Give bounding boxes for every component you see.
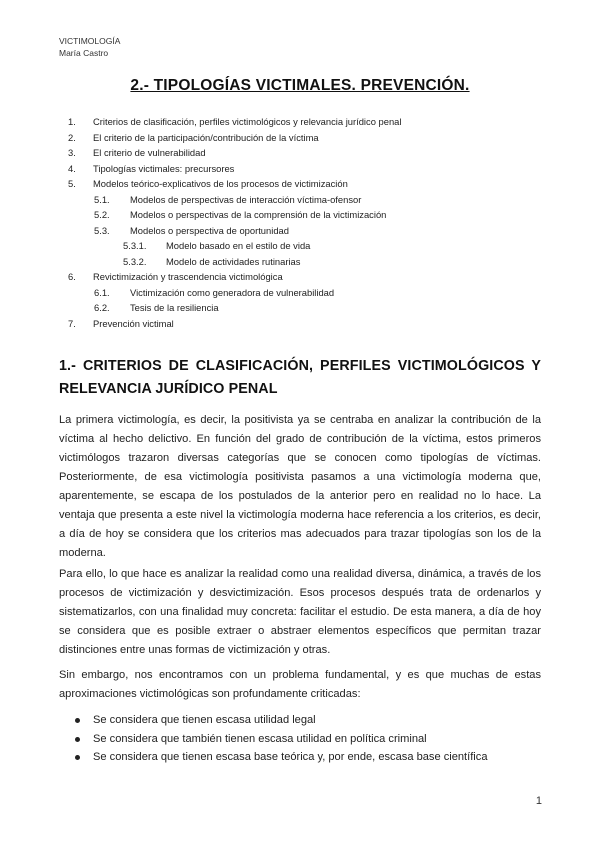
toc-item	[0, 316, 600, 332]
toc-item-text: Victimización como generadora de vulnerabilidad	[130, 286, 335, 298]
toc-item-text: El criterio de la participación/contribución de la víctima	[93, 131, 319, 143]
list-item-text: Se considera que tienen escasa utilidad legal	[93, 714, 316, 726]
toc-item-number: 2.	[68, 131, 76, 143]
toc-item-text: Modelo de actividades rutinarias	[166, 255, 301, 267]
page-title: 2.- TIPOLOGÍAS VICTIMALES. PREVENCIÓN.	[130, 77, 470, 94]
bullet-icon	[75, 737, 80, 742]
toc-item-number: 7.	[68, 317, 76, 329]
list-item	[75, 730, 545, 749]
list-item	[75, 748, 545, 767]
toc-item	[0, 269, 600, 285]
page-number: 1	[535, 795, 542, 807]
list-item-text: Se considera que tienen escasa base teórica y, por ende, escasa base científica	[93, 751, 488, 763]
toc-item-text: Revictimización y trascendencia victimológica	[93, 271, 283, 282]
toc-item	[0, 285, 600, 301]
document-header	[59, 35, 120, 59]
toc-item	[0, 114, 600, 130]
toc-item	[0, 161, 600, 177]
toc-item	[0, 238, 600, 254]
paragraph: Sin embargo, nos encontramos con un problema fundamental, y es que muchas de estas aproximaciones victimológicas son profundamente criticadas:	[59, 669, 541, 700]
toc-item-number: 5.	[68, 178, 76, 189]
table-of-contents	[0, 114, 600, 331]
list-item-text: Se considera que también tienen escasa utilidad en política criminal	[93, 732, 427, 745]
toc-item-text: Modelos de perspectivas de interacción víctima-ofensor	[130, 193, 362, 205]
toc-item-text: Tesis de la resiliencia	[130, 302, 219, 313]
toc-item-number: 5.1.	[94, 193, 110, 205]
toc-item-number: 5.3.2.	[123, 255, 147, 267]
toc-item	[0, 176, 600, 192]
paragraph: La primera victimología, es decir, la positivista ya se centraba en analizar la contribución de la víctima al hecho delictivo. En función del grado de contribución de la víctima, estos primeros victimólogos trazaron diversas categorías que se conocen como tipologías de víctimas. Posteriormente, de esa victimología positivista pasamos a una victimología moderna que, aparentemente, se escapa de los postulados de la anterior pero en realidad no lo hace. La ventaja que presenta a este nivel la victimología moderna hace referencia a los criterios, es decir, a día de hoy se considera que los criterios mas adecuados para trazar tipologías son los de la moderna.	[59, 414, 541, 559]
toc-item-number: 5.2.	[94, 209, 110, 220]
toc-item-text: Tipologías victimales: precursores	[93, 162, 235, 174]
toc-item-text: Modelos o perspectivas de la comprensión de la victimización	[130, 209, 387, 220]
toc-item-text: Modelo basado en el estilo de vida	[166, 240, 311, 251]
section-heading: 1.- CRITERIOS DE CLASIFICACIÓN, PERFILES VICTIMOLÓGICOS Y RELEVANCIA JURÍDICO PENAL	[59, 358, 541, 397]
toc-item	[0, 207, 600, 223]
toc-item-text: Modelos teórico-explicativos de los procesos de victimización	[93, 178, 348, 189]
toc-item-number: 6.	[68, 271, 76, 282]
header-subject: VICTIMOLOGÍA	[59, 36, 121, 46]
toc-item-text: El criterio de vulnerabilidad	[93, 147, 206, 158]
toc-item-number: 3.	[68, 147, 76, 158]
toc-item-number: 5.3.1.	[123, 240, 147, 251]
header-author: María Castro	[59, 48, 109, 58]
toc-item	[0, 254, 600, 270]
toc-item-text: Modelos o perspectiva de oportunidad	[130, 224, 289, 236]
paragraph: Para ello, lo que hace es analizar la realidad como una realidad diversa, dinámica, a través de los procesos de victimización y desvictimización. Esos procesos después trata de ordenarlos y sistematizarlos, con una finalidad muy concreta: facilitar el estudio. De esta manera, a día de hoy se considera que es posible extraer o abstraer elementos específicos que permitan trazar distinciones entre unas formas de victimización y otras.	[59, 568, 541, 656]
toc-item-number: 6.1.	[94, 286, 110, 298]
toc-item-number: 5.3.	[94, 224, 110, 236]
bullet-icon	[75, 718, 80, 723]
toc-item	[0, 300, 600, 316]
toc-item	[0, 145, 600, 161]
list-item	[75, 711, 545, 730]
toc-item-text: Criterios de clasificación, perfiles victimológicos y relevancia jurídico penal	[93, 116, 402, 127]
toc-item-number: 4.	[68, 162, 76, 174]
toc-item-number: 6.2.	[94, 302, 110, 313]
toc-item	[0, 130, 600, 146]
bullet-icon	[75, 755, 80, 760]
toc-item	[0, 223, 600, 239]
criticism-list	[75, 711, 545, 767]
toc-item-number: 1.	[68, 116, 76, 127]
toc-item-text: Prevención victimal	[93, 317, 174, 329]
toc-item	[0, 192, 600, 208]
